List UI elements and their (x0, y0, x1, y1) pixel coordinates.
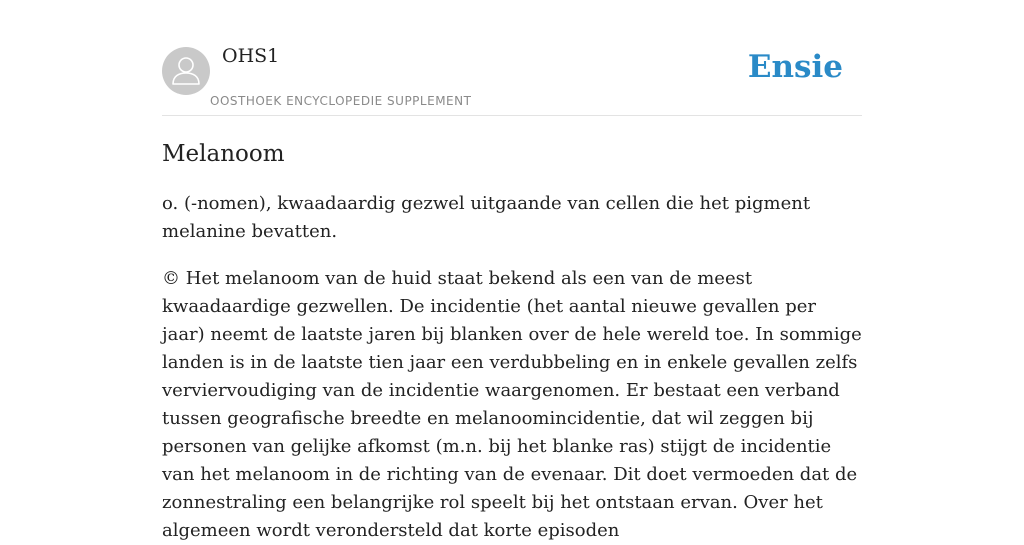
article-paragraph: o. (-nomen), kwaadaardig gezwel uitgaande van cellen die het pigment melanine bevatten. (162, 193, 811, 242)
entry-header (162, 40, 862, 116)
author-name-link[interactable]: OHS1 (222, 45, 280, 67)
user-placeholder-icon (162, 47, 210, 95)
article-paragraph: © Het melanoom van de huid staat bekend als een van de meest kwaadaardige gezwellen. De incidentie (het aantal nieuwe gevallen per jaar) neemt de laatste jaren bij blanken over de hele wereld toe. In sommige landen is in de laatste tien jaar een verdubbeling en in enkele gevallen zelfs verviervoudiging van de incidentie waargenomen. Er bestaat een verband tussen geografische breedte en melanoomincidentie, dat wil zeggen bij personen van gelijke afkomst (m.n. bij het blanke ras) stijgt de incidentie van het melanoom in de richting van de evenaar. Dit doet vermoeden dat de zonnestraling een belangrijke rol speelt bij het ontstaan ervan. Over het algemeen wordt verondersteld dat korte episoden (162, 268, 862, 541)
source-name-link[interactable]: OOSTHOEK ENCYCLOPEDIE SUPPLEMENT (210, 94, 472, 108)
article-body (162, 138, 862, 545)
article-title: Melanoom (162, 141, 285, 167)
brand-logo[interactable]: Ensie (747, 49, 843, 85)
author-avatar[interactable] (162, 47, 210, 95)
